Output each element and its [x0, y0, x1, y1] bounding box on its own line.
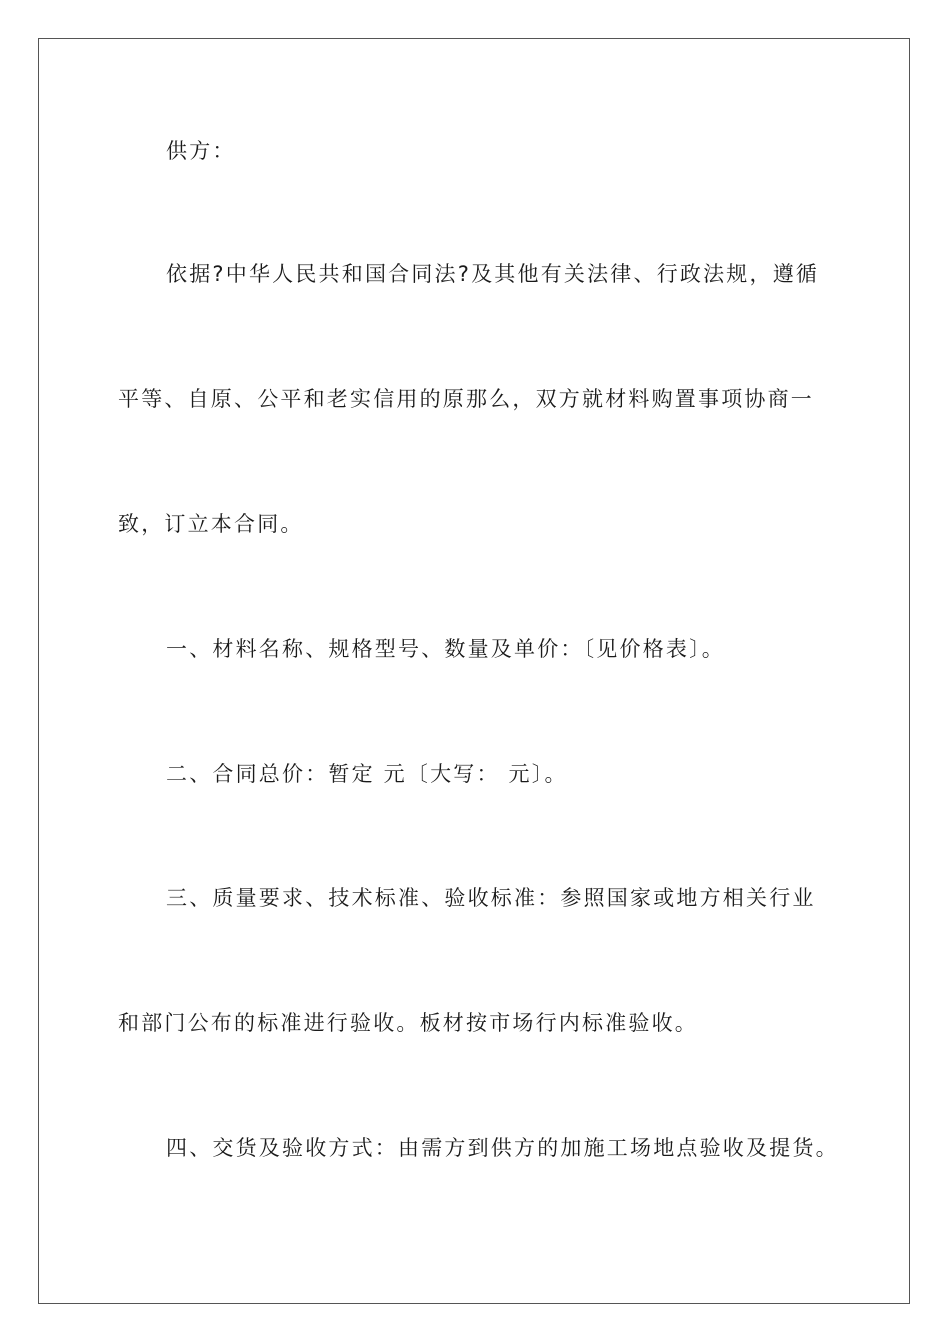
clause-4-delivery: 四、交货及验收方式：由需方到供方的加施工场地点验收及提货。 [166, 1136, 839, 1160]
clause-2-total-price: 二、合同总价：暂定 元〔大写： 元〕。 [166, 762, 568, 786]
supplier-label: 供方： [166, 139, 236, 163]
paragraph-basis-line-1: 依据?中华人民共和国合同法?及其他有关法律、行政法规，遵循 [166, 262, 820, 286]
paragraph-basis-line-3: 致，订立本合同。 [118, 512, 304, 536]
clause-3-quality-line-1: 三、质量要求、技术标准、验收标准：参照国家或地方相关行业 [166, 886, 816, 910]
page-frame [38, 38, 910, 1304]
paragraph-basis-line-2: 平等、自原、公平和老实信用的原那么，双方就材料购置事项协商一 [118, 387, 814, 411]
clause-1-materials: 一、材料名称、规格型号、数量及单价：〔见价格表〕。 [166, 637, 725, 661]
clause-3-quality-line-2: 和部门公布的标准进行验收。板材按市场行内标准验收。 [118, 1011, 698, 1035]
